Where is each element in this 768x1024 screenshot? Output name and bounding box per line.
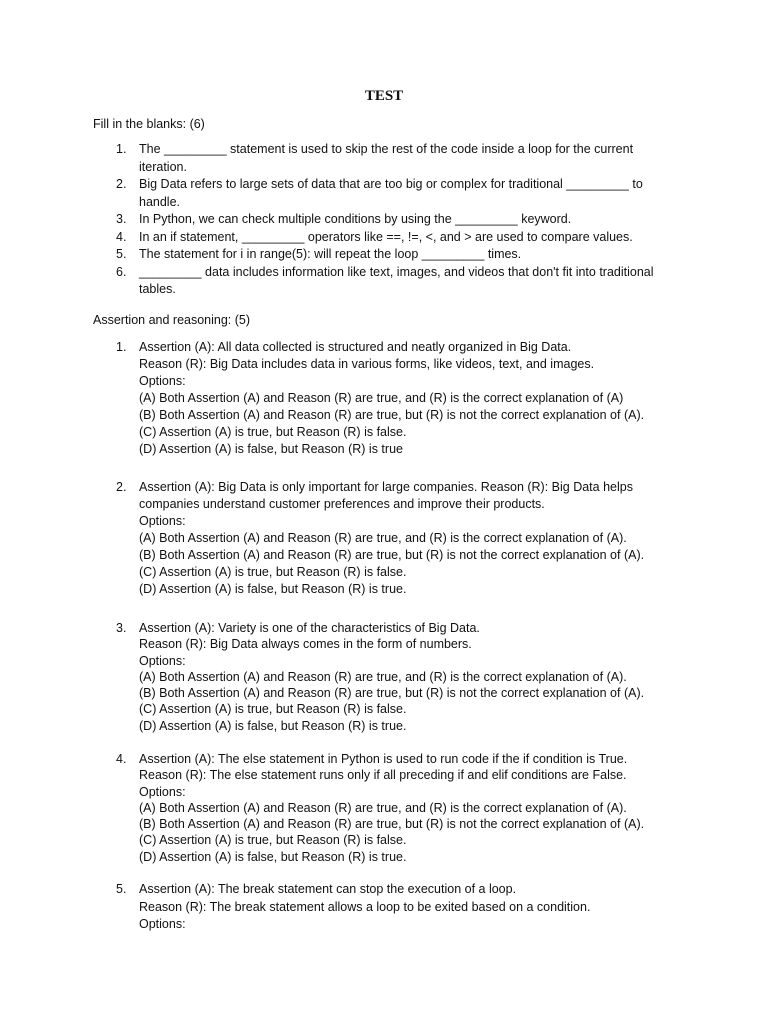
option-d: (D) Assertion (A) is false, but Reason (R) is true. [139, 718, 407, 733]
fill-item-1 [93, 141, 683, 176]
item-number: 5. [116, 247, 127, 261]
page-title: TEST [364, 88, 404, 104]
item-number: 2. [116, 177, 127, 191]
option-a: (A) Both Assertion (A) and Reason (R) are true, and (R) is the correct explanation of (A). [139, 531, 627, 545]
fill-blanks-list [93, 141, 683, 299]
options-label: Options: [139, 374, 186, 388]
item-number: 4. [116, 229, 127, 244]
option-c: (C) Assertion (A) is true, but Reason (R) is false. [139, 702, 407, 717]
reason-text: Reason (R): Big Data always comes in the form of numbers. [139, 637, 472, 652]
ar-item-4 [93, 751, 683, 865]
item-number: 1. [116, 340, 127, 354]
option-a: (A) Both Assertion (A) and Reason (R) are true, and (R) is the correct explanation of (A). [139, 669, 627, 684]
option-b: (B) Both Assertion (A) and Reason (R) are true, but (R) is not the correct explanation of (A). [139, 408, 645, 422]
item-text: _________ data includes information like text, images, and videos that don't fit into traditional tables. [139, 264, 654, 296]
fill-item-6 [93, 264, 683, 299]
item-number: 5. [116, 882, 127, 896]
option-d: (D) Assertion (A) is false, but Reason (R) is true [139, 442, 403, 456]
options-label: Options: [139, 917, 186, 931]
fill-section-heading: Fill in the blanks: (6) [93, 117, 205, 131]
assertion-text: Assertion (A): The else statement in Python is used to run code if the if condition is True. [139, 752, 628, 766]
option-c: (C) Assertion (A) is true, but Reason (R) is false. [139, 425, 407, 439]
item-number: 2. [116, 480, 127, 494]
item-number: 1. [116, 142, 127, 156]
item-text: The statement for i in range(5): will repeat the loop _________ times. [139, 247, 522, 261]
assertion-reason-text: Assertion (A): Big Data is only important for large companies. Reason (R): Big Data helps companies understand customer preferences and improve their products. [139, 480, 633, 511]
ar-item-2 [93, 479, 683, 598]
item-number: 3. [116, 212, 127, 226]
item-number: 4. [116, 752, 127, 766]
option-b: (B) Both Assertion (A) and Reason (R) are true, but (R) is not the correct explanation of (A). [139, 548, 645, 562]
option-b: (B) Both Assertion (A) and Reason (R) are true, but (R) is not the correct explanation of (A). [139, 817, 645, 832]
item-number: 6. [116, 264, 127, 279]
fill-item-5 [93, 246, 683, 264]
options-label: Options: [139, 653, 186, 668]
item-text: Big Data refers to large sets of data that are too big or complex for traditional _________ to handle. [139, 177, 643, 209]
option-a: (A) Both Assertion (A) and Reason (R) are true, and (R) is the correct explanation of (A) [139, 391, 624, 405]
assertion-text: Assertion (A): All data collected is structured and neatly organized in Big Data. [139, 340, 572, 354]
options-label: Options: [139, 514, 186, 528]
fill-item-2 [93, 176, 683, 211]
item-number: 3. [116, 621, 127, 635]
assertion-text: Assertion (A): The break statement can stop the execution of a loop. [139, 882, 517, 896]
ar-section-heading: Assertion and reasoning: (5) [93, 313, 251, 327]
ar-item-1 [93, 339, 683, 458]
fill-item-3 [93, 211, 683, 229]
option-d: (D) Assertion (A) is false, but Reason (R) is true. [139, 582, 407, 596]
option-c: (C) Assertion (A) is true, but Reason (R) is false. [139, 833, 407, 848]
options-label: Options: [139, 784, 186, 799]
reason-text: Reason (R): The break statement allows a loop to be exited based on a condition. [139, 899, 591, 914]
fill-item-4 [93, 229, 683, 247]
option-b: (B) Both Assertion (A) and Reason (R) are true, but (R) is not the correct explanation of (A). [139, 686, 645, 701]
ar-item-3 [93, 620, 683, 734]
item-text: In Python, we can check multiple conditions by using the _________ keyword. [139, 212, 572, 226]
reason-text: Reason (R): The else statement runs only if all preceding if and elif conditions are False. [139, 768, 627, 783]
ar-item-5 [93, 881, 683, 934]
reason-text: Reason (R): Big Data includes data in various forms, like videos, text, and images. [139, 357, 595, 371]
item-text: In an if statement, _________ operators like ==, !=, <, and > are used to compare values. [139, 229, 633, 244]
assertion-text: Assertion (A): Variety is one of the characteristics of Big Data. [139, 621, 480, 635]
option-d: (D) Assertion (A) is false, but Reason (R) is true. [139, 849, 407, 864]
option-c: (C) Assertion (A) is true, but Reason (R) is false. [139, 565, 407, 579]
item-text: The _________ statement is used to skip the rest of the code inside a loop for the current iteration. [139, 142, 634, 174]
option-a: (A) Both Assertion (A) and Reason (R) are true, and (R) is the correct explanation of (A). [139, 800, 627, 815]
